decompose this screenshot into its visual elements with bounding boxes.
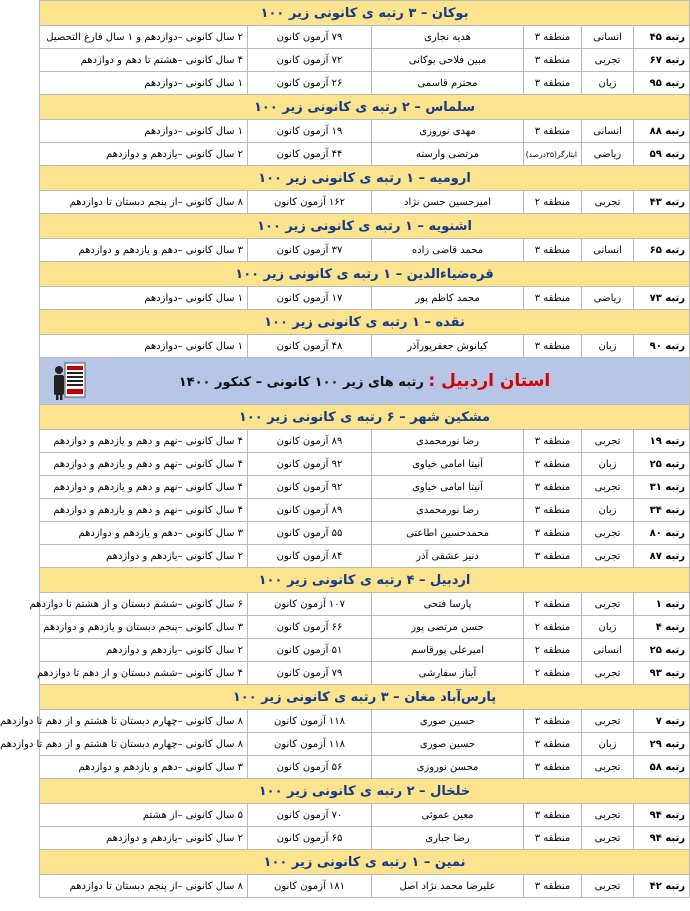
rank-cell: رتبه ۴۳ (634, 191, 690, 214)
province-banner (40, 358, 690, 405)
rank-cell: رتبه ۱ (634, 593, 690, 616)
major-cell: تجربی (582, 756, 634, 779)
student-name-cell: علیرضا محمد نژاد اصل (372, 875, 524, 898)
region-cell: منطقه ۲ (524, 662, 582, 685)
region-cell: منطقه ۳ (524, 430, 582, 453)
history-cell: ۴ سال کانونی –نهم و دهم و یازدهم و دوازدهم (40, 476, 248, 499)
rank-cell: رتبه ۹۰ (634, 335, 690, 358)
region-cell: منطقه ۲ (524, 191, 582, 214)
major-cell: تجربی (582, 430, 634, 453)
student-name-cell: مهدی نوروزی (372, 120, 524, 143)
rank-cell: رتبه ۷ (634, 710, 690, 733)
province-name: استان اردبیل : (428, 371, 551, 391)
history-cell: ۱ سال کانونی –دوازدهم (40, 120, 248, 143)
history-cell: ۲ سال کانونی –دوازدهم و ۱ سال فارغ التحصیل (40, 26, 248, 49)
region-cell: منطقه ۳ (524, 476, 582, 499)
exam-count-cell: ۹۲ آزمون کانون (248, 453, 372, 476)
province-banner-inner (44, 358, 685, 404)
rank-cell: رتبه ۲۵ (634, 453, 690, 476)
rank-cell: رتبه ۸۰ (634, 522, 690, 545)
rank-cell: رتبه ۹۴ (634, 827, 690, 850)
student-name-cell: محمدحسین اطاعتی (372, 522, 524, 545)
city-section-header (40, 95, 690, 120)
city-section-title: ارومیه – ۱ رتبه ی کانونی زیر ۱۰۰ (40, 166, 690, 191)
region-cell: منطقه ۳ (524, 499, 582, 522)
student-name-cell: کیانوش جعفرپورآذر (372, 335, 524, 358)
rank-cell: رتبه ۸۸ (634, 120, 690, 143)
region-cell: منطقه ۳ (524, 453, 582, 476)
student-row (40, 593, 690, 616)
rank-cell: رتبه ۲۵ (634, 639, 690, 662)
exam-count-cell: ۳۷ آزمون کانون (248, 239, 372, 262)
region-cell: منطقه ۲ (524, 616, 582, 639)
city-section-title: اردبیل – ۴ رتبه ی کانونی زیر ۱۰۰ (40, 568, 690, 593)
history-cell: ۳ سال کانونی –دهم و یازدهم و دوازدهم (40, 239, 248, 262)
exam-count-cell: ۸۹ آزمون کانون (248, 430, 372, 453)
region-cell: منطقه ۳ (524, 335, 582, 358)
exam-count-cell: ۱۷ آزمون کانون (248, 287, 372, 310)
exam-count-cell: ۴۴ آزمون کانون (248, 143, 372, 166)
rank-cell: رتبه ۵۸ (634, 756, 690, 779)
history-cell: ۴ سال کانونی –نهم و دهم و یازدهم و دوازدهم (40, 453, 248, 476)
exam-count-cell: ۷۰ آزمون کانون (248, 804, 372, 827)
region-cell: منطقه ۳ (524, 120, 582, 143)
city-section-title: بوکان – ۳ رتبه ی کانونی زیر ۱۰۰ (40, 1, 690, 26)
student-row (40, 827, 690, 850)
exam-count-cell: ۶۶ آزمون کانون (248, 616, 372, 639)
student-name-cell: آنیتا امامی خیاوی (372, 476, 524, 499)
history-cell: ۱ سال کانونی –دوازدهم (40, 335, 248, 358)
rank-cell: رتبه ۴۵ (634, 26, 690, 49)
student-name-cell: پارسا فتحی (372, 593, 524, 616)
city-section-header (40, 850, 690, 875)
major-cell: تجربی (582, 545, 634, 568)
region-cell: منطقه ۳ (524, 239, 582, 262)
region-cell: منطقه ۳ (524, 875, 582, 898)
student-row (40, 335, 690, 358)
rank-cell: رتبه ۶۵ (634, 239, 690, 262)
city-section-header (40, 779, 690, 804)
region-cell: منطقه ۲ (524, 639, 582, 662)
major-cell: زبان (582, 499, 634, 522)
city-section-title: اشنویه – ۱ رتبه ی کانونی زیر ۱۰۰ (40, 214, 690, 239)
student-name-cell: محمد قاضی زاده (372, 239, 524, 262)
region-cell: منطقه ۲ (524, 593, 582, 616)
province-banner-cell (40, 358, 690, 405)
student-name-cell: آیناز سفارشی (372, 662, 524, 685)
history-cell: ۴ سال کانونی –ششم دبستان و از دهم تا دوازدهم (40, 662, 248, 685)
region-cell: منطقه ۳ (524, 72, 582, 95)
region-cell: ایثارگر(۲۵درصد) (524, 143, 582, 166)
rank-cell: رتبه ۳۱ (634, 476, 690, 499)
city-section-header (40, 262, 690, 287)
region-cell: منطقه ۳ (524, 710, 582, 733)
city-section-title: خلخال – ۲ رتبه ی کانونی زیر ۱۰۰ (40, 779, 690, 804)
rank-cell: رتبه ۸۷ (634, 545, 690, 568)
student-row (40, 476, 690, 499)
history-cell: ۴ سال کانونی –هشتم تا دهم و دوازدهم (40, 49, 248, 72)
major-cell: تجربی (582, 49, 634, 72)
student-name-cell: آنیتا امامی خیاوی (372, 453, 524, 476)
student-name-cell: معین عموئی (372, 804, 524, 827)
city-section-header (40, 1, 690, 26)
major-cell: انسانی (582, 120, 634, 143)
exam-count-cell: ۵۱ آزمون کانون (248, 639, 372, 662)
student-name-cell: مرتضی وارسته (372, 143, 524, 166)
student-row (40, 545, 690, 568)
student-row (40, 662, 690, 685)
student-name-cell: دنیز عشقی آذر (372, 545, 524, 568)
history-cell: ۴ سال کانونی –نهم و دهم و یازدهم و دوازدهم (40, 499, 248, 522)
exam-count-cell: ۱۶۲ آزمون کانون (248, 191, 372, 214)
major-cell: انسانی (582, 639, 634, 662)
exam-count-cell: ۹۲ آزمون کانون (248, 476, 372, 499)
rank-cell: رتبه ۴ (634, 616, 690, 639)
rank-cell: رتبه ۲۹ (634, 733, 690, 756)
major-cell: تجربی (582, 662, 634, 685)
region-cell: منطقه ۳ (524, 827, 582, 850)
rank-cell: رتبه ۹۳ (634, 662, 690, 685)
region-cell: منطقه ۳ (524, 756, 582, 779)
city-section-title: پارس‌آباد مغان – ۳ رتبه ی کانونی زیر ۱۰۰ (40, 685, 690, 710)
student-row (40, 143, 690, 166)
student-row (40, 239, 690, 262)
major-cell: انسانی (582, 239, 634, 262)
student-name-cell: هدیه نجاری (372, 26, 524, 49)
city-section-header (40, 685, 690, 710)
student-name-cell: حسن مرتضی پور (372, 616, 524, 639)
history-cell: ۶ سال کانونی –ششم دبستان و از هشتم تا دوازدهم (40, 593, 248, 616)
student-row (40, 499, 690, 522)
rank-cell: رتبه ۶۷ (634, 49, 690, 72)
major-cell: تجربی (582, 191, 634, 214)
region-cell: منطقه ۳ (524, 522, 582, 545)
student-row (40, 453, 690, 476)
history-cell: ۲ سال کانونی –یازدهم و دوازدهم (40, 143, 248, 166)
student-name-cell: محسن نوروزی (372, 756, 524, 779)
region-cell: منطقه ۳ (524, 287, 582, 310)
city-section-header (40, 405, 690, 430)
student-row (40, 522, 690, 545)
history-cell: ۳ سال کانونی –پنجم دبستان و یازدهم و دوازدهم (40, 616, 248, 639)
city-section-title: نمین – ۱ رتبه ی کانونی زیر ۱۰۰ (40, 850, 690, 875)
city-section-title: قره‌ضیاءالدین – ۱ رتبه ی کانونی زیر ۱۰۰ (40, 262, 690, 287)
exam-count-cell: ۱۸۱ آزمون کانون (248, 875, 372, 898)
region-cell: منطقه ۳ (524, 545, 582, 568)
region-cell: منطقه ۳ (524, 26, 582, 49)
province-subtitle: رتبه های زیر ۱۰۰ کانونی – کنکور ۱۴۰۰ (178, 375, 429, 390)
exam-count-cell: ۸۹ آزمون کانون (248, 499, 372, 522)
kanoon-logo-icon (52, 361, 86, 401)
student-row (40, 756, 690, 779)
region-cell: منطقه ۳ (524, 49, 582, 72)
exam-count-cell: ۲۶ آزمون کانون (248, 72, 372, 95)
rank-cell: رتبه ۳۴ (634, 499, 690, 522)
history-cell: ۲ سال کانونی –یازدهم و دوازدهم (40, 639, 248, 662)
history-cell: ۳ سال کانونی –دهم و یازدهم و دوازدهم (40, 522, 248, 545)
history-cell: ۸ سال کانونی –چهارم دبستان تا هشتم و از دهم تا دوازدهم (40, 710, 248, 733)
student-row (40, 120, 690, 143)
major-cell: زبان (582, 616, 634, 639)
exam-count-cell: ۷۲ آزمون کانون (248, 49, 372, 72)
history-cell: ۲ سال کانونی –یازدهم و دوازدهم (40, 545, 248, 568)
student-name-cell: محمد کاظم پور (372, 287, 524, 310)
exam-count-cell: ۵۶ آزمون کانون (248, 756, 372, 779)
student-row (40, 26, 690, 49)
rank-cell: رتبه ۱۹ (634, 430, 690, 453)
student-row (40, 639, 690, 662)
student-row (40, 72, 690, 95)
major-cell: تجربی (582, 476, 634, 499)
major-cell: ریاضی (582, 287, 634, 310)
major-cell: زبان (582, 335, 634, 358)
exam-count-cell: ۶۵ آزمون کانون (248, 827, 372, 850)
student-row (40, 733, 690, 756)
major-cell: انسانی (582, 26, 634, 49)
major-cell: تجربی (582, 827, 634, 850)
student-name-cell: رضا نورمحمدی (372, 499, 524, 522)
region-cell: منطقه ۳ (524, 804, 582, 827)
history-cell: ۸ سال کانونی –از پنجم دبستان تا دوازدهم (40, 875, 248, 898)
rank-cell: رتبه ۷۳ (634, 287, 690, 310)
city-section-header (40, 214, 690, 239)
exam-count-cell: ۱۱۸ آزمون کانون (248, 710, 372, 733)
history-cell: ۱ سال کانونی –دوازدهم (40, 72, 248, 95)
exam-count-cell: ۵۵ آزمون کانون (248, 522, 372, 545)
major-cell: تجربی (582, 804, 634, 827)
exam-count-cell: ۴۸ آزمون کانون (248, 335, 372, 358)
student-name-cell: امیرعلی پورقاسم (372, 639, 524, 662)
student-row (40, 430, 690, 453)
rank-cell: رتبه ۴۲ (634, 875, 690, 898)
rank-cell: رتبه ۹۵ (634, 72, 690, 95)
student-name-cell: رضا جباری (372, 827, 524, 850)
exam-count-cell: ۸۴ آزمون کانون (248, 545, 372, 568)
student-row (40, 287, 690, 310)
exam-count-cell: ۱۱۸ آزمون کانون (248, 733, 372, 756)
city-section-header (40, 310, 690, 335)
exam-count-cell: ۷۹ آزمون کانون (248, 26, 372, 49)
city-section-title: نقده – ۱ رتبه ی کانونی زیر ۱۰۰ (40, 310, 690, 335)
major-cell: زبان (582, 733, 634, 756)
student-name-cell: مبین فلاحی بوکانی (372, 49, 524, 72)
student-name-cell: حسین صوری (372, 733, 524, 756)
student-name-cell: رضا نورمحمدی (372, 430, 524, 453)
city-section-title: مشکین شهر – ۶ رتبه ی کانونی زیر ۱۰۰ (40, 405, 690, 430)
student-row (40, 875, 690, 898)
history-cell: ۵ سال کانونی –از هشتم (40, 804, 248, 827)
student-row (40, 710, 690, 733)
rank-cell: رتبه ۹۴ (634, 804, 690, 827)
major-cell: ریاضی (582, 143, 634, 166)
student-row (40, 804, 690, 827)
student-row (40, 49, 690, 72)
exam-count-cell: ۱۹ آزمون کانون (248, 120, 372, 143)
city-section-header (40, 166, 690, 191)
major-cell: تجربی (582, 593, 634, 616)
exam-count-cell: ۱۰۷ آزمون کانون (248, 593, 372, 616)
history-cell: ۱ سال کانونی –دوازدهم (40, 287, 248, 310)
exam-count-cell: ۷۹ آزمون کانون (248, 662, 372, 685)
major-cell: زبان (582, 453, 634, 476)
city-section-title: سلماس – ۲ رتبه ی کانونی زیر ۱۰۰ (40, 95, 690, 120)
history-cell: ۲ سال کانونی –یازدهم و دوازدهم (40, 827, 248, 850)
student-row (40, 191, 690, 214)
major-cell: تجربی (582, 710, 634, 733)
student-name-cell: حسین صوری (372, 710, 524, 733)
history-cell: ۴ سال کانونی –نهم و دهم و یازدهم و دوازدهم (40, 430, 248, 453)
rank-cell: رتبه ۵۹ (634, 143, 690, 166)
history-cell: ۳ سال کانونی –دهم و یازدهم و دوازدهم (40, 756, 248, 779)
history-cell: ۸ سال کانونی –چهارم دبستان تا هشتم و از دهم تا دوازدهم (40, 733, 248, 756)
student-row (40, 616, 690, 639)
major-cell: تجربی (582, 522, 634, 545)
city-section-header (40, 568, 690, 593)
region-cell: منطقه ۳ (524, 733, 582, 756)
student-name-cell: محترم قاسمی (372, 72, 524, 95)
student-name-cell: امیرحسین حسن نژاد (372, 191, 524, 214)
major-cell: تجربی (582, 875, 634, 898)
major-cell: زبان (582, 72, 634, 95)
history-cell: ۸ سال کانونی –از پنجم دبستان تا دوازدهم (40, 191, 248, 214)
